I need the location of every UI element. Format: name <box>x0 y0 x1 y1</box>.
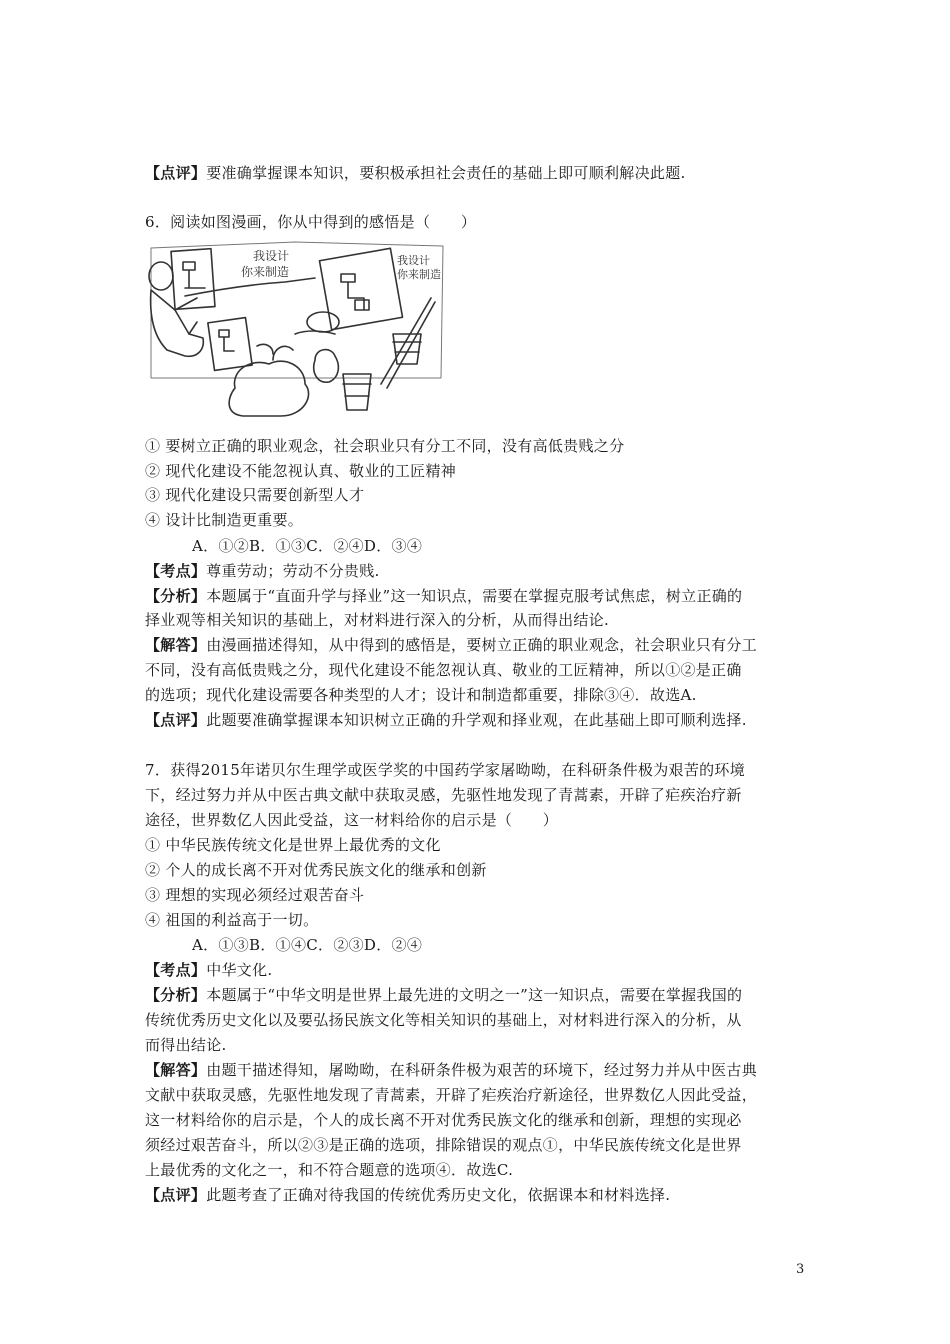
q6-fenxi-line-2: 择业观等相关知识的基础上，对材料进行深入的分析，从而得出结论. <box>145 611 610 629</box>
q7-option-2: ② 个人的成长离不开对优秀民族文化的继承和创新 <box>145 861 487 879</box>
kaodian-tag: 【考点】 <box>145 562 207 580</box>
q7-option-1: ① 中华民族传统文化是世界上最优秀的文化 <box>145 836 441 854</box>
q6-option-1: ① 要树立正确的职业观念，社会职业只有分工不同，没有高低贵贱之分 <box>145 437 625 455</box>
q7-jieda-line-3: 这一材料给你的启示是，个人的成长离不开对优秀民族文化的继承和创新，理想的实现必 <box>145 1111 742 1129</box>
cartoon-caption-3: 我设计 <box>397 254 430 267</box>
page-number: 3 <box>796 1262 805 1277</box>
q7-fenxi <box>145 984 825 1006</box>
q7-stem-line-3: 途径，世界数亿人因此受益，这一材料给你的启示是（ ） <box>145 811 559 829</box>
q6-stem: 6．阅读如图漫画，你从中得到的感悟是（ ） <box>145 213 477 231</box>
q7-comment <box>145 1184 825 1206</box>
q6-option-3: ③ 现代化建设只需要创新型人才 <box>145 486 365 504</box>
q5-comment <box>145 162 825 184</box>
q7-fenxi-line-2: 传统优秀历史文化以及要弘扬民族文化等相关知识的基础上，对材料进行深入的分析，从 <box>145 1011 742 1029</box>
q7-option-4: ④ 祖国的利益高于一切。 <box>145 911 319 929</box>
comment-tag: 【点评】 <box>145 711 207 729</box>
q6-jieda-line-3: 的选项；现代化建设需要各种类型的人才；设计和制造都重要，排除③④．故选A. <box>145 686 697 704</box>
q7-option-3: ③ 理想的实现必须经过艰苦奋斗 <box>145 886 365 904</box>
q6-option-4: ④ 设计比制造更重要。 <box>145 511 304 529</box>
q6-jieda-line-2: 不同，没有高低贵贱之分，现代化建设不能忽视认真、敬业的工匠精神，所以①②是正确 <box>145 661 742 679</box>
q7-jieda-line-5: 上最优秀的文化之一，和不符合题意的选项④．故选C. <box>145 1161 514 1179</box>
q6-option-2: ② 现代化建设不能忽视认真、敬业的工匠精神 <box>145 462 457 480</box>
q7-fenxi-line-3: 而得出结论. <box>145 1036 227 1054</box>
comment-text: 此题考查了正确对待我国的传统优秀历史文化，依据课本和材料选择. <box>206 1186 671 1204</box>
cartoon-caption-1: 我设计 <box>253 249 290 263</box>
cartoon-caption-2: 你来制造 <box>241 265 290 279</box>
q6-comment <box>145 709 825 731</box>
comment-text: 要准确掌握课本知识，要积极承担社会责任的基础上即可顺利解决此题. <box>206 164 686 182</box>
q6-fenxi <box>145 585 825 607</box>
jieda-text: 由漫画描述得知，从中得到的感悟是，要树立正确的职业观念，社会职业只有分工 <box>206 636 758 654</box>
jieda-tag: 【解答】 <box>145 1061 207 1079</box>
q7-kaodian <box>145 959 825 981</box>
cartoon-caption-4: 你来制造 <box>397 268 441 281</box>
fenxi-text: 本题属于“直面升学与择业”这一知识点，需要在掌握克服考试焦虑，树立正确的 <box>206 587 743 605</box>
comment-text: 此题要准确掌握课本知识树立正确的升学观和择业观，在此基础上即可顺利选择. <box>206 711 747 729</box>
q6-choices: A．①②B．①③C．②④D．③④ <box>192 537 423 555</box>
q6-jieda <box>145 634 825 656</box>
q7-choices: A．①③B．①④C．②③D．②④ <box>192 936 423 954</box>
cartoon-illustration <box>145 238 445 423</box>
kaodian-tag: 【考点】 <box>145 961 207 979</box>
q7-jieda-line-2: 文献中获取灵感，先驱性地发现了青蒿素，开辟了疟疾治疗新途径，世界数亿人因此受益， <box>145 1086 758 1104</box>
q6-kaodian <box>145 560 825 582</box>
q7-jieda <box>145 1059 825 1081</box>
q7-stem-line-2: 下，经过努力并从中医古典文献中获取灵感，先驱性地发现了青蒿素，开辟了疟疾治疗新 <box>145 786 742 804</box>
fenxi-tag: 【分析】 <box>145 587 207 605</box>
q7-stem-line-1: 7．获得2015年诺贝尔生理学或医学奖的中国药学家屠呦呦，在科研条件极为艰苦的环境 <box>145 761 746 779</box>
fenxi-tag: 【分析】 <box>145 986 207 1004</box>
fenxi-text: 本题属于“中华文明是世界上最先进的文明之一”这一知识点，需要在掌握我国的 <box>206 986 743 1004</box>
comment-tag: 【点评】 <box>145 1186 207 1204</box>
q7-jieda-line-4: 须经过艰苦奋斗，所以②③是正确的选项，排除错误的观点①，中华民族传统文化是世界 <box>145 1136 742 1154</box>
comment-tag: 【点评】 <box>145 164 207 182</box>
jieda-tag: 【解答】 <box>145 636 207 654</box>
kaodian-text: 中华文化. <box>206 961 273 979</box>
kaodian-text: 尊重劳动；劳动不分贵贱. <box>206 562 380 580</box>
jieda-text: 由题干描述得知，屠呦呦，在科研条件极为艰苦的环境下，经过努力并从中医古典 <box>206 1061 758 1079</box>
